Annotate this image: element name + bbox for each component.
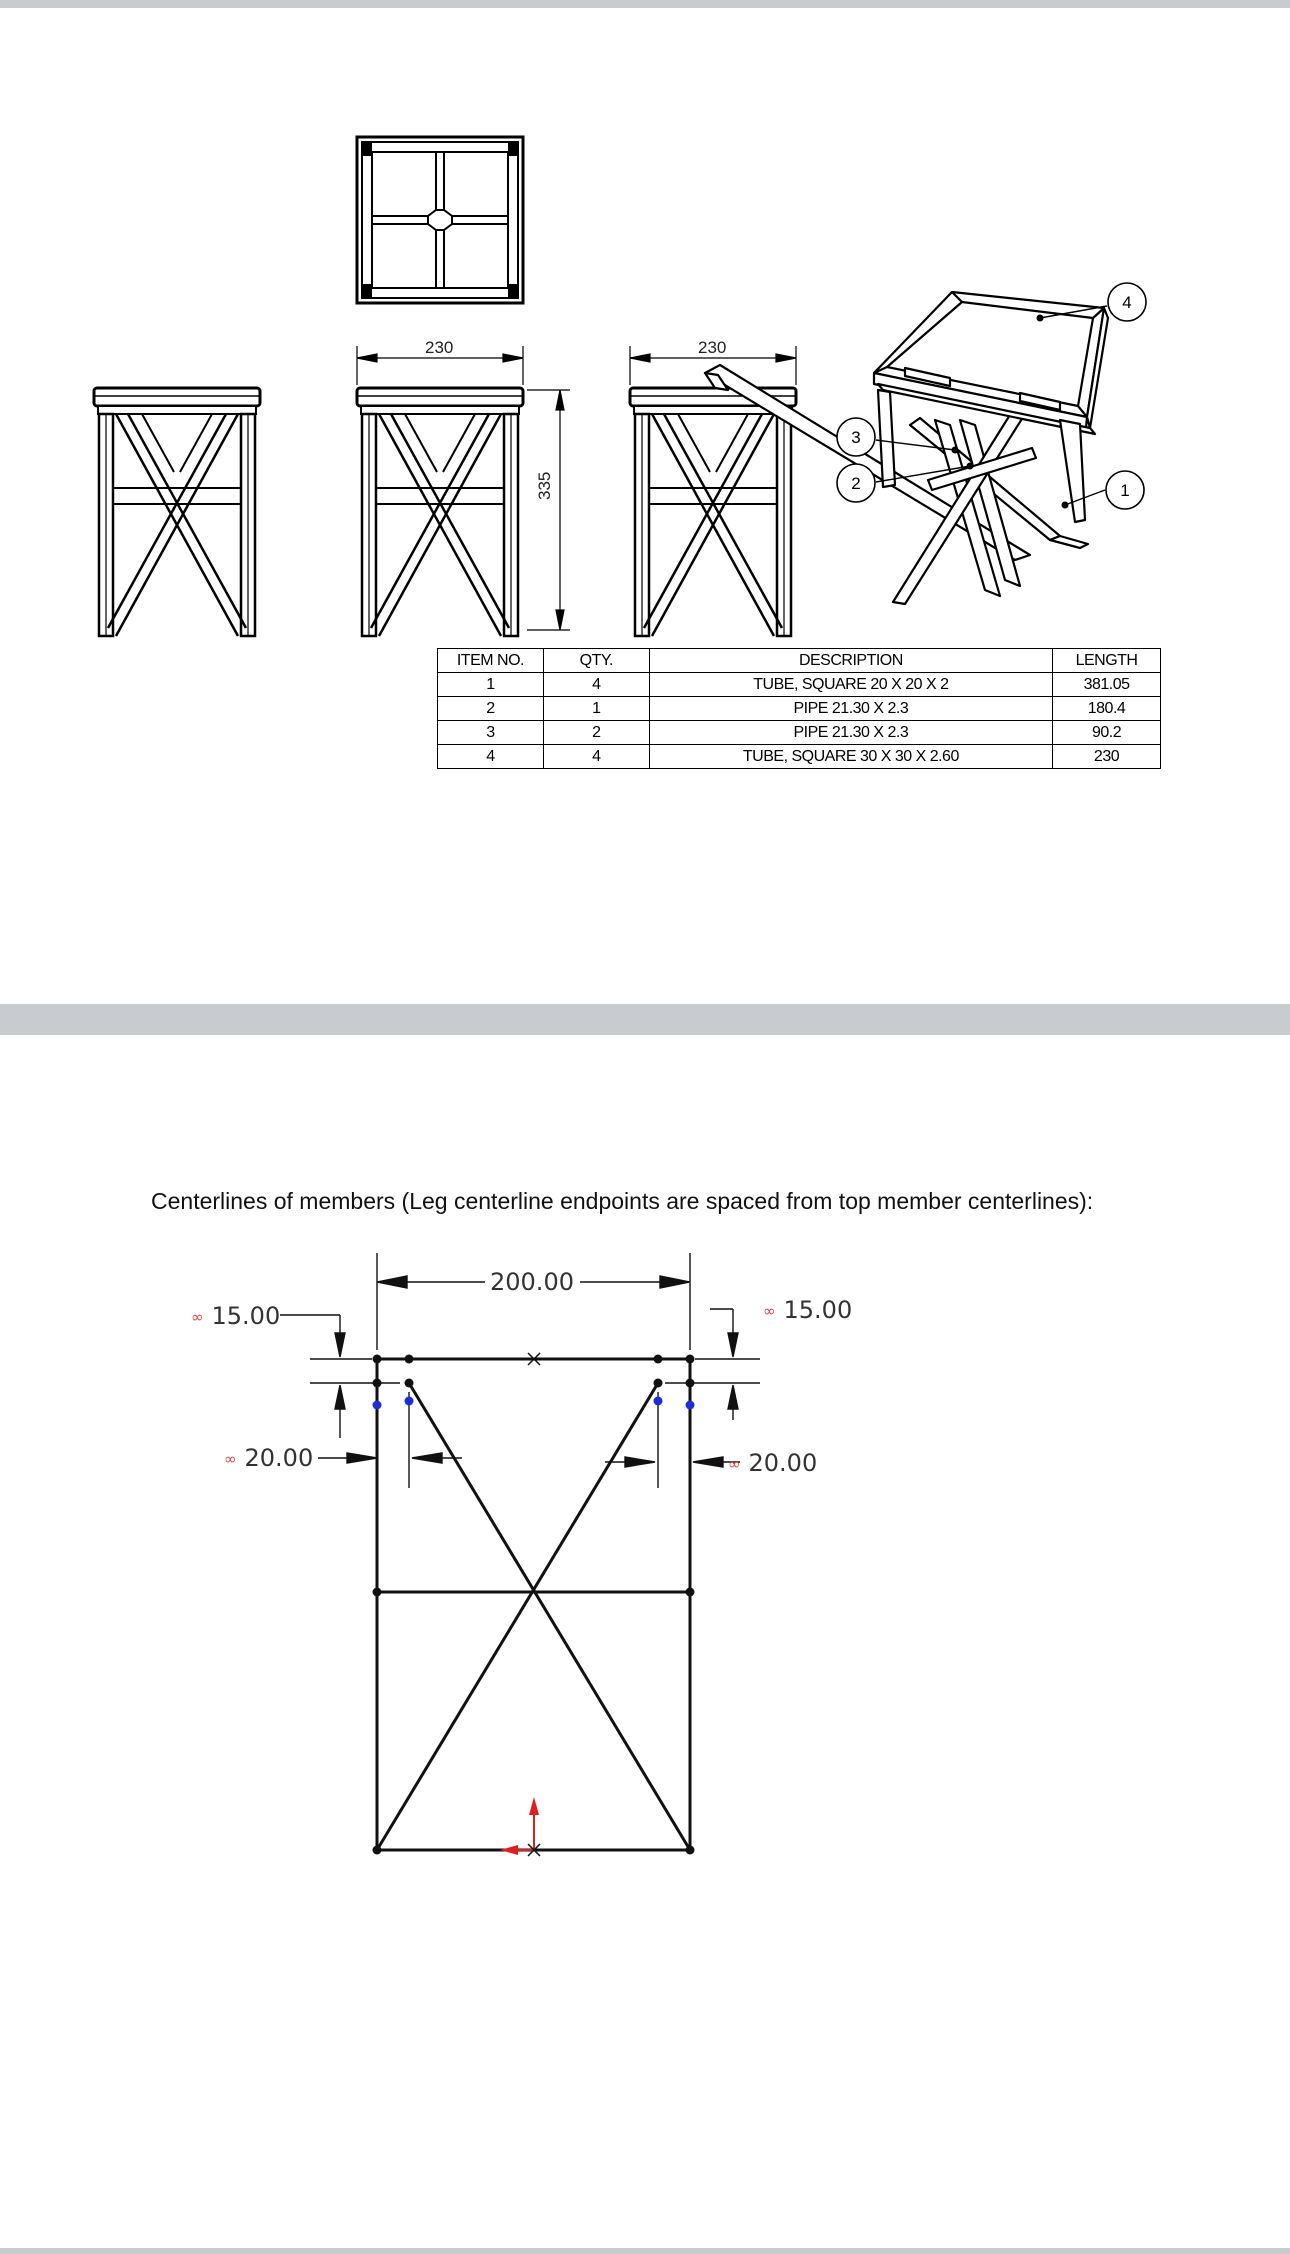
isometric-view <box>705 292 1108 604</box>
balloon-4-label: 4 <box>1122 293 1132 312</box>
cell-qty: 2 <box>543 721 649 745</box>
height-dimension <box>527 390 570 630</box>
height-dimension-label: 335 <box>535 471 554 500</box>
balloon-3-label: 3 <box>851 428 861 447</box>
front-view <box>357 388 523 636</box>
dimension-left-bottom-value: 20.00 <box>244 1444 314 1472</box>
centerline-sketch <box>377 1359 690 1850</box>
cell-item: 2 <box>438 697 544 721</box>
table-row <box>438 721 1161 745</box>
cell-length: 90.2 <box>1053 721 1161 745</box>
link-icon: ∞ <box>763 1302 776 1320</box>
balloon-1-label: 1 <box>1120 481 1130 500</box>
link-icon: ∞ <box>728 1455 741 1473</box>
width-dimension-2-label: 230 <box>698 338 727 357</box>
dimension-left-top <box>183 1302 280 1330</box>
table-header-row <box>438 649 1161 673</box>
origin-marker <box>500 1797 540 1856</box>
cell-description: TUBE, SQUARE 20 X 20 X 2 <box>649 673 1052 697</box>
cell-description: PIPE 21.30 X 2.3 <box>649 697 1052 721</box>
dimension-left-top-value: 15.00 <box>211 1302 281 1330</box>
cell-item: 4 <box>438 745 544 769</box>
dimension-right-top-value: 15.00 <box>783 1296 853 1324</box>
cell-length: 180.4 <box>1053 697 1161 721</box>
header-length: LENGTH <box>1053 649 1161 673</box>
right-side-view <box>630 388 796 636</box>
cell-description: PIPE 21.30 X 2.3 <box>649 721 1052 745</box>
cell-length: 381.05 <box>1053 673 1161 697</box>
cell-qty: 4 <box>543 673 649 697</box>
header-qty: QTY. <box>543 649 649 673</box>
cell-qty: 1 <box>543 697 649 721</box>
table-row <box>438 673 1161 697</box>
dimension-right-bottom-value: 20.00 <box>748 1449 818 1477</box>
top-view <box>357 137 523 303</box>
dimension-right-bottom <box>720 1449 817 1477</box>
cell-qty: 4 <box>543 745 649 769</box>
width-dimension-1-label: 230 <box>425 338 454 357</box>
cell-length: 230 <box>1053 745 1161 769</box>
dimension-right-top <box>755 1296 852 1324</box>
cell-description: TUBE, SQUARE 30 X 30 X 2.60 <box>649 745 1052 769</box>
link-icon: ∞ <box>224 1450 237 1468</box>
sketch-caption: Centerlines of members (Leg centerline endpoints are spaced from top member centerlines): <box>151 1188 1094 1214</box>
link-icon: ∞ <box>191 1308 204 1326</box>
left-side-view <box>94 388 260 636</box>
cell-item: 3 <box>438 721 544 745</box>
table-row <box>438 745 1161 769</box>
table-row <box>438 697 1161 721</box>
midpoint-marker <box>526 1353 542 1365</box>
dimension-top-width <box>490 1268 574 1296</box>
cell-item: 1 <box>438 673 544 697</box>
balloon-2-label: 2 <box>851 474 861 493</box>
header-item-no: ITEM NO. <box>438 649 544 673</box>
dimension-left-bottom <box>216 1444 313 1472</box>
header-description: DESCRIPTION <box>649 649 1052 673</box>
dimension-top-width-value: 200.00 <box>490 1268 574 1296</box>
bill-of-materials-table <box>437 648 1161 769</box>
